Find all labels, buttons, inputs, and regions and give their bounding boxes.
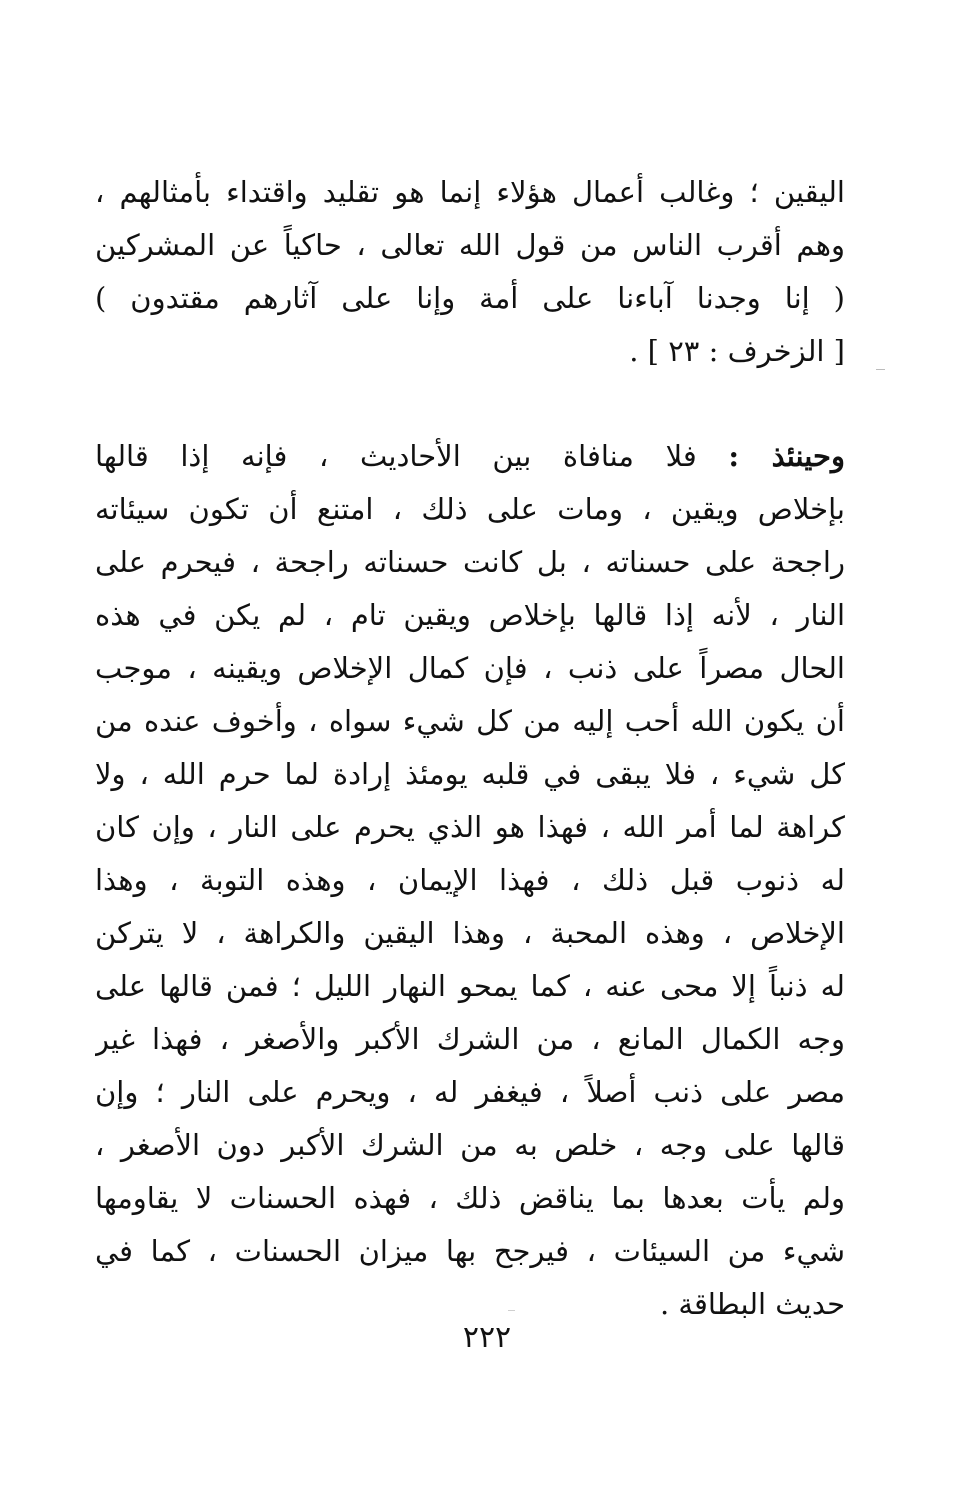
text-line: الحال مصراً على ذنب ، فإن كمال الإخلاص ويقينه ، موجب (95, 651, 845, 685)
text-line: شيء من السيئات ، فيرجح بها ميزان الحسنات ، كما في (95, 1234, 845, 1268)
text-line: بإخلاص ويقين ، ومات على ذلك ، امتنع أن تكون سيئاته (95, 492, 845, 526)
text-line: كل شيء ، فلا يبقى في قلبه يومئذ إرادة لما حرم الله ، ولا (95, 757, 845, 791)
text-line: راجحة على حسناته ، بل كانت حسناته راجحة ، فيحرم على (95, 545, 845, 579)
text-line: اليقين ؛ وغالب أعمال هؤلاء إنما هو تقليد واقتداء بأمثالهم ، (95, 175, 845, 209)
paragraph-1 (95, 166, 845, 378)
paragraph-lead-word: وحينئذ : (728, 439, 845, 473)
text-line-last: حديث البطاقة . (659, 1287, 845, 1321)
paragraph-2 (95, 430, 845, 1331)
text-line: له ذنباً إلا محى عنه ، كما يمحو النهار الليل ؛ فمن قالها على (95, 969, 845, 1003)
page-number: ٢٢٢ (462, 1320, 512, 1355)
text-line: مصر على ذنب أصلاً ، فيغفر له ، ويحرم على النار ؛ وإن (95, 1075, 845, 1109)
text-line-rest: فلا منافاة بين الأحاديث ، فإنه إذا قالها (95, 439, 729, 473)
text-line: النار ، لأنه إذا قالها بإخلاص ويقين تام ، لم يكن في هذه (95, 598, 845, 632)
text-line: كراهة لما أمر الله ، فهذا هو الذي يحرم على النار ، وإن كان (95, 810, 845, 844)
margin-mark (876, 369, 885, 370)
text-line: وجه الكمال المانع ، من الشرك الأكبر والأصغر ، فهذا غير (95, 1022, 845, 1056)
text-line: وهم أقرب الناس من قول الله تعالى ، حاكياً عن المشركين (95, 228, 845, 262)
text-line: أن يكون الله أحب إليه من كل شيء سواه ، وأخوف عنده من (95, 704, 845, 738)
quran-verse-line: ( إنا وجدنا آباءنا على أمة وإنا على آثارهم مقتدون ) (95, 281, 845, 315)
text-line: قالها على وجه ، خلص به من الشرك الأكبر دون الأصغر ، (95, 1128, 845, 1162)
text-line: ولم يأت بعدها بما يناقض ذلك ، فهذه الحسنات لا يقاومها (95, 1181, 845, 1215)
verse-reference: [ الزخرف : ٢٣ ] . (629, 334, 845, 368)
scan-mark (508, 1310, 515, 1311)
text-line (95, 430, 845, 483)
text-line: الإخلاص ، وهذه المحبة ، وهذا اليقين والكراهة ، لا يتركن (95, 916, 845, 950)
text-line: له ذنوب قبل ذلك ، فهذا الإيمان ، وهذه التوبة ، وهذا (95, 863, 845, 897)
